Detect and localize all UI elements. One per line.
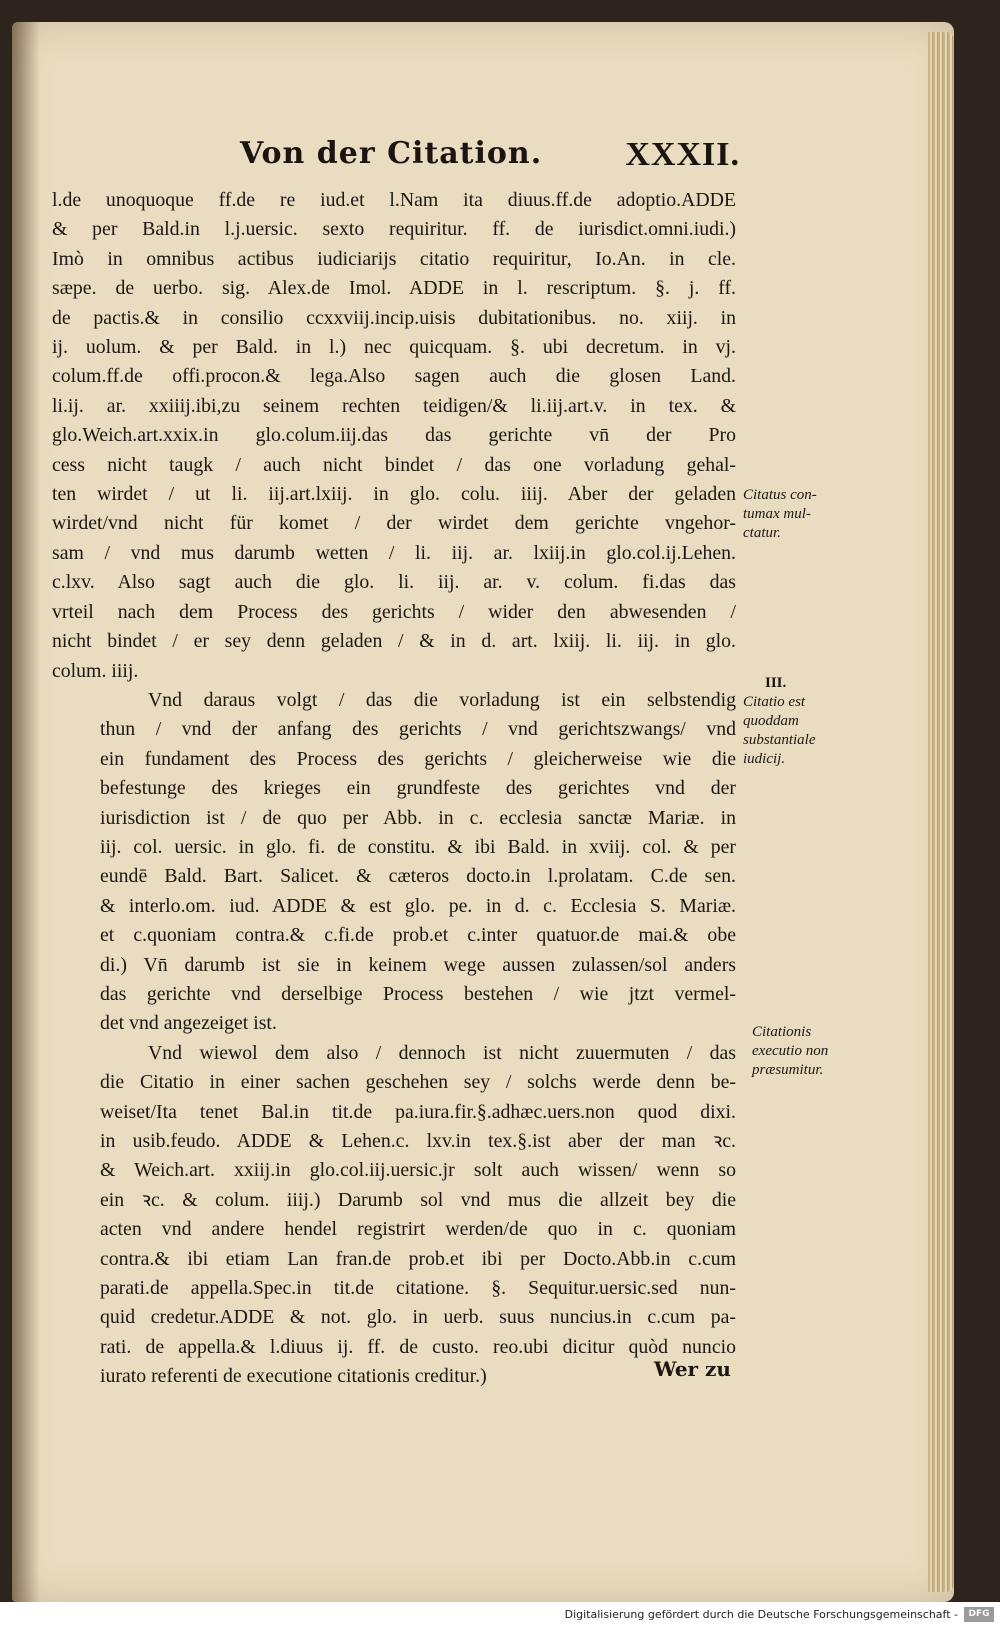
text-line: contra.& ibi etiam Lan fran.de prob.et ibi per Docto.Abb.in c.cum [100, 1247, 736, 1270]
margin-note-line: ctatur. [743, 525, 781, 541]
text-line: iurato referenti de executione citationis creditur.) [100, 1365, 487, 1388]
funding-credit: Digitalisierung gefördert durch die Deutsche Forschungsgemeinschaft - [564, 1608, 958, 1621]
margin-note-line: præsumitur. [752, 1062, 824, 1078]
margin-note-line: Citatus con- [743, 487, 817, 503]
margin-note-line: quoddam [743, 713, 799, 729]
text-line: sam / vnd mus darumb wetten / li. iij. ar. lxiij.in glo.col.ij.Lehen. [52, 541, 736, 564]
margin-note-line: Citatio est [743, 694, 806, 710]
text-line: colum.ff.de offi.procon.& lega.Also sagen auch die glosen Land. [52, 365, 736, 388]
text-line: cess nicht taugk / auch nicht bindet / das one vorladung gehal- [52, 453, 736, 476]
text-line: thun / vnd der anfang des gerichts / vnd gerichtszwangs/ vnd [100, 718, 736, 741]
page-gutter [12, 22, 40, 1602]
catchword: Wer zu [654, 1357, 731, 1381]
text-line: Imò in omnibus actibus iudiciarijs citatio requiritur, Io.An. in cle. [52, 247, 736, 270]
text-line: die Citatio in einer sachen geschehen sey / solchs werde denn be- [100, 1071, 736, 1094]
text-line: in usib.feudo. ADDE & Lehen.c. lxv.in tex.§.ist aber der man ꝛc. [100, 1130, 736, 1152]
main-text [52, 186, 736, 1392]
text-line: & Weich.art. xxiij.in glo.col.iij.uersic.jr solt auch wissen/ wenn so [100, 1159, 736, 1182]
dfg-logo: DFG [964, 1607, 994, 1622]
text-line: vrteil nach dem Process des gerichts / wider den abwesenden / [52, 600, 736, 623]
text-line: acten vnd andere hendel registrirt werden/de quo in c. quoniam [100, 1218, 736, 1241]
text-line: das gerichte vnd derselbige Process bestehen / wie jtzt vermel- [100, 982, 736, 1005]
margin-note-citatus [743, 486, 839, 543]
text-line: & per Bald.in l.j.uersic. sexto requiritur. ff. de iurisdict.omni.iudi.) [52, 218, 736, 241]
text-line: di.) Vn̄ darumb ist sie in keinem wege aussen zulassen/sol anders [100, 953, 736, 976]
text-line: li.ij. ar. xxiiij.ibi,zu seinem rechten teidigen/& li.iij.art.v. in tex. & [52, 394, 736, 417]
text-line: weiset/Ita tenet Bal.in tit.de pa.iura.fir.§.adhæc.uers.non quod dixi. [100, 1100, 736, 1123]
text-line: et c.quoniam contra.& c.fi.de prob.et c.inter quatuor.de mai.& obe [100, 924, 736, 947]
margin-note-line: substantiale [743, 732, 816, 748]
page-edges [928, 32, 954, 1592]
text-line: parati.de appella.Spec.in tit.de citatione. §. Sequitur.uersic.sed nun- [100, 1277, 736, 1300]
text-line: de pactis.& in consilio ccxxviij.incip.uisis dubitationibus. no. xiij. in [52, 306, 736, 329]
paragraph-1 [52, 186, 736, 686]
margin-note-line: Citationis [752, 1024, 812, 1040]
margin-note-line: iudicij. [743, 751, 786, 767]
text-line: ein fundament des Process des gerichts / gleicherweise wie die [100, 747, 736, 770]
text-line: sæpe. de uerbo. sig. Alex.de Imol. ADDE in l. rescriptum. §. j. ff. [52, 277, 736, 300]
margin-note-line: tumax mul- [743, 506, 811, 522]
paragraph-2 [52, 686, 736, 1039]
text-line: ij. uolum. & per Bald. in l.) nec quicquam. §. ubi decretum. in vj. [52, 336, 736, 359]
paragraph-3 [52, 1039, 736, 1392]
text-line: & interlo.om. iud. ADDE & est glo. pe. in d. c. Ecclesia S. Mariæ. [100, 894, 736, 917]
text-line: Vnd wiewol dem also / dennoch ist nicht zuuermuten / das [148, 1041, 736, 1064]
text-line: eundē Bald. Bart. Salicet. & cæteros docto.in l.prolatam. C.de sen. [100, 865, 736, 888]
text-line: colum. iiij. [52, 659, 139, 682]
text-line: befestunge des krieges ein grundfeste des gerichtes vnd der [100, 777, 736, 800]
digitization-footer [0, 1602, 1000, 1629]
text-line: iurisdiction ist / de quo per Abb. in c. ecclesia sanctæ Mariæ. in [100, 806, 736, 829]
text-line: quid credetur.ADDE & not. glo. in uerb. suus nuncius.in c.cum pa- [100, 1306, 736, 1329]
margin-note-line: executio non [752, 1043, 829, 1059]
text-line: det vnd angezeiget ist. [100, 1012, 277, 1035]
margin-note-citatio [743, 674, 839, 769]
text-line: ten wirdet / ut li. iij.art.lxiij. in glo. colu. iiij. Aber der geladen [52, 483, 736, 506]
running-title: Von der Citation. [240, 136, 543, 171]
folio-number: XXXII. [625, 136, 740, 173]
text-line: c.lxv. Also sagt auch die glo. li. iij. ar. v. colum. fi.das das [52, 571, 736, 594]
text-line: Vnd daraus volgt / das die vorladung ist ein selbstendig [148, 688, 736, 711]
text-line: nicht bindet / er sey denn geladen / & in d. art. lxiij. li. iij. in glo. [52, 630, 736, 653]
text-line: iij. col. uersic. in glo. fi. de constitu. & ibi Bald. in xviij. col. & per [100, 835, 736, 858]
page-header [240, 136, 740, 178]
text-line: l.de unoquoque ff.de re iud.et l.Nam ita diuus.ff.de adoptio.ADDE [52, 189, 736, 211]
text-line: wirdet/vnd nicht für komet / der wirdet dem gerichte vngehor- [52, 512, 736, 535]
margin-note-number: III. [765, 675, 787, 691]
text-line: glo.Weich.art.xxix.in glo.colum.iij.das das gerichte vn̄ der Pro [52, 424, 736, 447]
text-line: ein ꝛc. & colum. iiij.) Darumb sol vnd mus die allzeit bey die [100, 1188, 736, 1211]
text-line: rati. de appella.& l.diuus ij. ff. de custo. reo.ubi dicitur quòd nuncio [100, 1335, 736, 1358]
margin-note-citationis [752, 1023, 848, 1080]
